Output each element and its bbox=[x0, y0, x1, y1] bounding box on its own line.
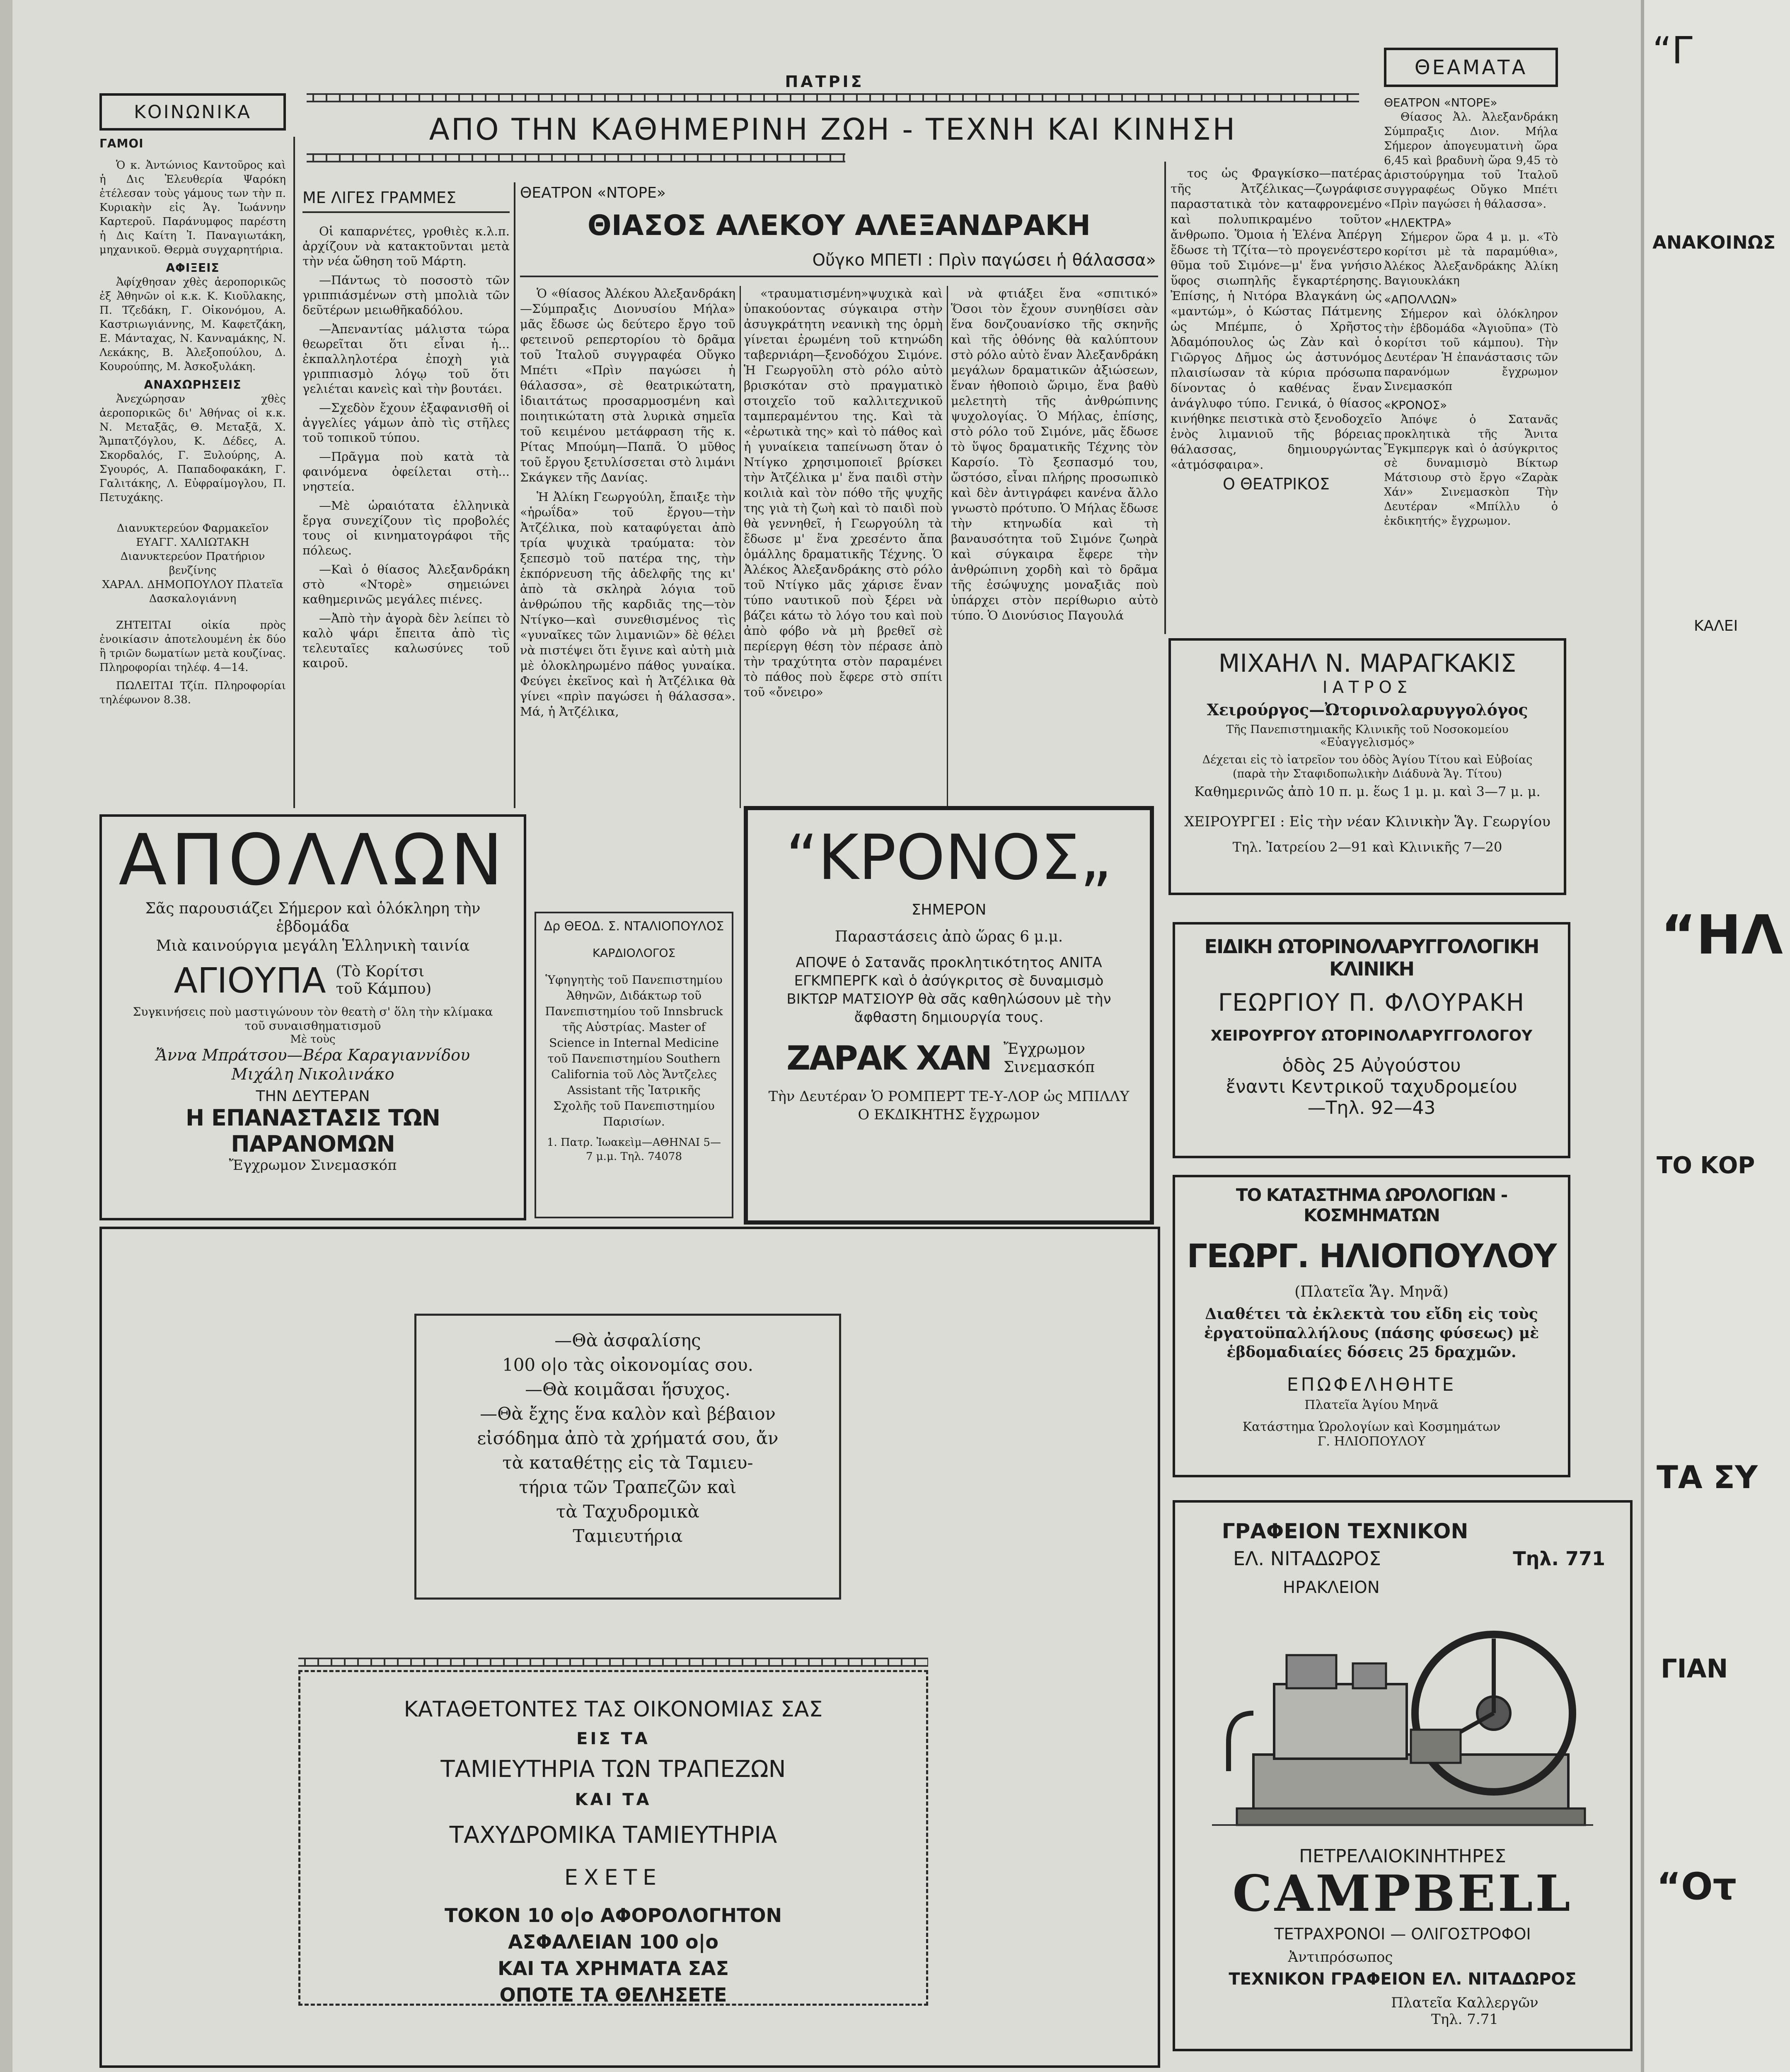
column-rule bbox=[293, 137, 295, 808]
theatre-paragraph: Ὁ «θίασος Ἀλέκου Ἀλεξανδράκη—Σύμπραξις Διονυσίου Μήλα» μᾶς ἔδωσε ὡς δεύτερο ἔργο τοῦ φετεινοῦ ρεπερτορίου τὸ δρᾶμα τοῦ Ἰταλοῦ συγγραφέα Οὔγκο Μπέτι «Πρὶν παγώσει ἡ θάλασσα», σὲ θεατρικώτατη, ἰδιαιτάτως προσαρμοσμένη καὶ ποιητικώτατη στὰ λυρικὰ σημεῖα τοῦ κειμένου μετάφραση τῆς κ. Ρίτας Μπούμη—Παπᾶ. Ὁ μῦθος τοῦ ἔργου ξετυλίσσεται στὸ λιμάνι Σκάγκεν τῆς Δανίας. bbox=[520, 286, 735, 484]
campbell-types: ΤΕΤΡΑΧΡΟΝΟΙ — ΟΛΙΓΟΣΤΡΟΦΟΙ bbox=[1274, 1925, 1531, 1943]
campbell-office: ΓΡΑΦΕΙΟΝ ΤΕΧΝΙΚΟΝ bbox=[1222, 1519, 1468, 1543]
for-sale-ad: ΠΩΛΕΙΤΑΙ Τζίπ. Πληροφορίαι τηλέφωνον 8.38. bbox=[99, 680, 286, 706]
apollon-heading: «ΑΠΟΛΛΩΝ» bbox=[1384, 293, 1458, 306]
masthead-ornament-top bbox=[307, 93, 1359, 102]
savings-line: τὰ Ταχυδρομικὰ bbox=[556, 1501, 699, 1522]
section-title: ΑΠΟ ΤΗΝ ΚΑΘΗΜΕΡΙΝΗ ΖΩΗ - ΤΕΧΝΗ ΚΑΙ ΚΙΝΗΣΗ bbox=[429, 112, 1237, 147]
watch-shop-name: ΓΕΩΡΓ. ΗΛΙΟΠΟΥΛΟΥ bbox=[1187, 1238, 1556, 1275]
briefly-item: —Ἀπεναντίας μάλιστα τώρα θεωρεῖται ὅτι εἶναι ἡ... ἐκπαλληλοτέρα ἐποχὴ γιὰ γριππιασμὸ λόγῳ τοῦ ὅτι γελιέται κανεὶς καὶ τὴν βουτάει. bbox=[302, 322, 510, 396]
apollon-line-3: Συγκινήσεις ποὺ μαστιγώνουν τὸν θεατὴ σ' ὅλη τὴν κλίμακα τοῦ συναισθηματισμοῦ bbox=[133, 1005, 493, 1033]
briefly-item: —Σχεδὸν ἔχουν ἐξαφανισθῆ οἱ ἀγγελίες γάμων ἀπὸ τὶς στῆλες τοῦ τοπικοῦ τύπου. bbox=[302, 401, 510, 445]
pharmacy-line-2: Διανυκτερεύον Πρατήριον βενζίνης bbox=[120, 550, 265, 577]
apollon-next-film: Η ΕΠΑΝΑΣΤΑΣΙΣ ΤΩΝ ΠΑΡΑΝΟΜΩΝ bbox=[186, 1105, 440, 1157]
campbell-phone: Τηλ. 771 bbox=[1513, 1547, 1605, 1570]
maragkakis-name: ΜΙΧΑΗΛ Ν. ΜΑΡΑΓΚΑΚΙΣ bbox=[1218, 649, 1517, 678]
campbell-rep: Ἀντιπρόσωπος bbox=[1288, 1949, 1393, 1965]
savings-line: τὰ καταθέτῃς εἰς τὰ Ταμιευ- bbox=[502, 1452, 753, 1473]
briefly-item: —Καὶ ὁ θίασος Ἀλεξανδράκη στὸ «Ντορὲ» σημειώνει καθημερινῶς μεγάλες πιένες. bbox=[302, 562, 510, 606]
savings-line: τήρια τῶν Τραπεζῶν καὶ bbox=[519, 1477, 737, 1497]
theatre-kicker: ΘΕΑΤΡΟΝ «ΝΤΟΡΕ» bbox=[520, 184, 666, 201]
campbell-square: Πλατεῖα Καλλεργῶν bbox=[1391, 1995, 1538, 2011]
savings-ornament-top bbox=[298, 1658, 928, 1667]
apollon-cast: Ἄννα Μπράτσου—Βέρα Καραγιαννίδου Μιχάλη Νικολινάκο bbox=[155, 1046, 470, 1083]
departures-text: Ἀνεχώρησαν χθὲς ἀεροπορικῶς δι' Ἀθήνας οἱ κ.κ. Ν. Μεταξᾶς, Θ. Μεταξᾶ, Χ. Ἄμπατζόγλου, Κ. Δέδες, Α. Σκορδαλός, Γ. Ξυλούρης, Α. Σγουρός, Α. Παπαδοφακάκη, Γ. Γαλιτάκης, Λ. Εὐφραίμογλου, Π. Πετυχάκης. bbox=[99, 393, 286, 504]
doctor-address: 1. Πατρ. Ἰωακεὶμ—ΑΘΗΝΑΙ 5—7 μ.μ. Τηλ. 74078 bbox=[547, 1136, 721, 1163]
dore-text: Θίασος Ἀλ. Ἀλεξανδράκη Σύμπραξις Διον. Μήλα Σήμερον ἀπογευματινὴ ὥρα 6,45 καὶ βραδυνὴ ὥρα 9,45 τὸ ἀριστούργημα τοῦ Ἰταλοῦ συγγραφέως Οὔγκο Μπέτι «Πρὶν παγώσει ἡ θάλασσα». bbox=[1384, 111, 1558, 211]
maragkakis-hours: Καθημερινῶς ἀπὸ 10 π. μ. ἕως 1 μ. μ. καὶ 3—7 μ. μ. bbox=[1194, 784, 1541, 799]
column-rule bbox=[740, 286, 741, 808]
savings-big-line-9: ΚΑΙ ΤΑ ΧΡΗΜΑΤΑ ΣΑΣ bbox=[498, 1957, 729, 1980]
campbell-brand: CAMPBELL bbox=[1232, 1864, 1573, 1923]
savings-big-line-3: ΤΑΜΙΕΥΤΗΡΙΑ ΤΩΝ ΤΡΑΠΕΖΩΝ bbox=[440, 1756, 786, 1783]
savings-big-line-6: ΕΧΕΤΕ bbox=[564, 1865, 662, 1890]
savings-big-line-1: ΚΑΤΑΘΕΤΟΝΤΕΣ ΤΑΣ ΟΙΚΟΝΟΜΙΑΣ ΣΑΣ bbox=[404, 1697, 823, 1722]
column-rule bbox=[1164, 162, 1166, 634]
social-title-box bbox=[99, 93, 286, 131]
fragment-text: ΤΑ ΣΥ bbox=[1657, 1459, 1758, 1496]
savings-line: Ταμιευτήρια bbox=[573, 1526, 683, 1546]
ilektra-heading: «ΗΛΕΚΤΡΑ» bbox=[1384, 216, 1452, 230]
apollon-ad bbox=[99, 814, 526, 1220]
floraki-title: ΕΙΔΙΚΗ ΩΤΟΡΙΝΟΛΑΡΥΓΓΟΛΟΓΙΚΗ ΚΛΙΝΙΚΗ bbox=[1204, 935, 1539, 980]
arrivals-text: Ἀφίχθησαν χθὲς ἀεροπορικῶς ἐξ Ἀθηνῶν οἱ κ.κ. Κ. Κιοῦλακης, Π. Τζεδάκη, Γ. Οἰκονόμου, Α. Καστριωγιάννης, Μ. Καφετζάκη, Ε. Μάνταχας, Ν. Κανναμάκης, Ν. Λεκάκης, Β. Ἀλεξοπούλου, Δ. Κουρούπης, Μ. Ἀσκοξυλάκη. bbox=[99, 276, 286, 373]
maragkakis-title: ΙΑΤΡΟΣ bbox=[1322, 678, 1413, 697]
column-rule bbox=[947, 286, 948, 808]
fragment-text: ΑΝΑΚΟΙΝΩΣ bbox=[1652, 232, 1776, 253]
savings-big-line-8: ΑΣΦΑΛΕΙΑΝ 100 ο|ο bbox=[508, 1931, 719, 1953]
floraki-name: ΓΕΩΡΓΙΟΥ Π. ΦΛΟΥΡΑΚΗ bbox=[1218, 988, 1525, 1017]
kronos-shows: Παραστάσεις ἀπὸ ὥρας 6 μ.μ. bbox=[835, 928, 1063, 945]
floraki-address-2: ἔναντι Κεντρικοῦ ταχυδρομείου bbox=[1226, 1076, 1517, 1097]
watch-shop-title: ΤΟ ΚΑΤΑΣΤΗΜΑ ΩΡΟΛΟΓΙΩΝ - ΚΟΣΜΗΜΑΤΩΝ bbox=[1236, 1185, 1507, 1225]
fragment-text: ΤΟ ΚΟΡ bbox=[1657, 1152, 1755, 1179]
savings-small-ad bbox=[414, 1314, 841, 1600]
apollon-text: Σήμερον καὶ ὁλόκληρον τὴν ἑβδομάδα «Ἀγιοῦπα» (Τὸ κορίτσι τοῦ κάμπου). Τὴν Δευτέραν Ἡ ἐπανάστασις τῶν παρανόμων ἔγχρωμον Σινεμασκόπ bbox=[1384, 307, 1558, 393]
kronos-ad bbox=[744, 806, 1154, 1225]
savings-line: εἰσόδημα ἀπὸ τὰ χρήματά σου, ἄν bbox=[477, 1428, 779, 1448]
savings-small-text bbox=[416, 1328, 839, 1548]
theatre-col-1 bbox=[520, 286, 735, 724]
doctor-ntaliopoulos-ad bbox=[535, 912, 733, 1218]
theatre-paragraph: τος ὡς Φραγκίσκο—πατέρας τῆς Ἀτζέλικας—ζωγράφισε παραστατικὰ τὸν καταφρονεμένο καὶ πολυπικραμένο τοῦτον ἄνθρωπο. Ὅμοια ἡ Ἑλένα Ἀπέργη ἔδωσε τὴ Τζίτα—τὸ προγενέστερο θῦμα τοῦ Σιμόνε—μ' ἕνα γνήσιο ὕφος σιωπηλῆς ἔγκαρτέρησης. Ἐπίσης, ἡ Νιτόρα Βλαγκάνη ὡς «μαντώμ», ὁ Κώστας Πάτμενης ὡς Μπέμπε, ὁ Χρῆστος Ἀδαμόπουλος ὡς Ζὰν καὶ ὁ Γιῶργος Δῆμος ὡς ἀστυνόμος πλαισίωσαν τὰ κύρια πρόσωπα δίνοντας ὁ καθένας ἕναν ἁνάγλυφο τύπο. Γενικά, ὁ θίασος κινήθηκε πειστικὰ στὸ ξενοδοχεῖο ἑνὸς λιμανιοῦ τῆς βόρειας θάλασσας, δημιουργώντας «ἀτμόσφαιρα». bbox=[1171, 166, 1382, 472]
apollon-monday: ΤΗΝ ΔΕΥΤΕΡΑΝ bbox=[256, 1088, 370, 1105]
column-rule bbox=[514, 182, 515, 808]
apollon-format: Ἔγχρωμον Σινεμασκόπ bbox=[229, 1157, 397, 1174]
savings-big-line-5: ΤΑΧΥΔΡΟΜΙΚΑ ΤΑΜΙΕΥΤΗΡΙΑ bbox=[449, 1822, 777, 1849]
watch-shop-footer-1: Πλατεῖα Ἁγίου Μηνᾶ bbox=[1304, 1398, 1439, 1412]
briefly-item: Οἱ καπαρνέτες, γροθιὲς κ.λ.π. ἀρχίζουν νὰ κατακτοῦνται μετὰ τὴν νέα ὤθηση τοῦ Μάρτη. bbox=[302, 224, 510, 268]
theatre-col-4 bbox=[1171, 166, 1382, 492]
adjacent-page-fragment bbox=[1641, 0, 1790, 2072]
maragkakis-phones: Τηλ. Ἰατρείου 2—91 καὶ Κλινικῆς 7—20 bbox=[1232, 839, 1502, 855]
social-column bbox=[99, 137, 286, 711]
theatre-col-2 bbox=[744, 286, 943, 704]
arrivals-heading: ΑΦΙΞΕΙΣ bbox=[166, 261, 220, 275]
social-title: ΚΟΙΝΩΝΙΚΑ bbox=[134, 102, 252, 123]
kronos-next: Τὴν Δευτέραν Ὁ ΡΟΜΠΕΡΤ ΤΕ-Υ-ΛΟΡ ὡς ΜΠΙΛΛΥ Ο ΕΚΔΙΚΗΤΗΣ ἔγχρωμον bbox=[768, 1088, 1130, 1123]
doctor-credentials: Ὑφηγητὴς τοῦ Πανεπιστημίου Ἀθηνῶν, Διδάκτωρ τοῦ Πανεπιστημίου τοῦ Innsbruck τῆς Αὐστρίας. Master of Science in Internal Medicine τοῦ Πανεπιστημίου Southern California τοῦ Λὸς Ἄντζελες Assistant τῆς Ἰατρικῆς Σχολῆς τοῦ Πανεπιστημίου Παρισίων. bbox=[545, 973, 723, 1128]
watch-shop-footer-2: Κατάστημα Ὡρολογίων καὶ Κοσμημάτων bbox=[1242, 1420, 1501, 1434]
briefly-title: ΜΕ ΛΙΓΕΣ ΓΡΑΜΜΕΣ bbox=[302, 189, 457, 207]
floraki-clinic-ad bbox=[1173, 922, 1570, 1158]
doctor-specialty: ΚΑΡΔΙΟΛΟΓΟΣ bbox=[592, 946, 676, 960]
maragkakis-line-1: Τῆς Πανεπιστημιακῆς Κλινικῆς τοῦ Νοσοκομείου «Εὐαγγελισμός» bbox=[1226, 723, 1509, 749]
theatre-col-3 bbox=[951, 286, 1158, 627]
kronos-film: ΖΑΡΑΚ ΧΑΝ bbox=[786, 1039, 991, 1077]
floraki-phone: —Τηλ. 92—43 bbox=[1307, 1097, 1436, 1118]
savings-big-line-10: ΟΠΟΤΕ ΤΑ ΘΕΛΗΣΕΤΕ bbox=[499, 1984, 727, 2006]
theatres-title: ΘΕΑΜΑΤΑ bbox=[1414, 56, 1528, 79]
theatre-rule bbox=[520, 276, 1158, 277]
campbell-rep-name: ΤΕΧΝΙΚΟΝ ΓΡΑΦΕΙΟΝ ΕΛ. ΝΙΤΑΔΩΡΟΣ bbox=[1229, 1970, 1577, 1989]
wanted-ad: ΖΗΤΕΙΤΑΙ οἰκία πρὸς ἐνοικίασιν ἀποτελουμένη ἐκ δύο ἢ τριῶν δωματίων μετὰ κουζίνας. Πληροφορίαι τηλέφ. 4—14. bbox=[99, 619, 286, 674]
campbell-phone-2: Τηλ. 7.71 bbox=[1431, 2011, 1498, 2028]
marriages-text: Ὁ κ. Ἀντώνιος Καντοῦρος καὶ ἡ Δις Ἐλευθερία Ψαρόκη ἐτέλεσαν τοὺς γάμους των τὴν π. Κυριακὴν εἰς Ἁγ. Ἰωάννην Καρτεροῦ. Παράνυμφος παρέστη ἡ Δις Καίτη Ἰ. Παναγιωτάκη, μηχανικοῦ. Θερμὰ συγχαρητήρια. bbox=[99, 159, 286, 256]
apollon-line-4: Μὲ τοὺς bbox=[290, 1033, 336, 1046]
briefly-item: —Ἀπὸ τὴν ἀγορὰ δὲν λείπει τὸ καλὸ ψάρι ἔπειτα ἀπὸ τὶς τελευταῖες καλωσύνες τοῦ καιροῦ. bbox=[302, 611, 510, 670]
kronos-film-format: Ἔγχρωμον Σινεμασκόπ bbox=[1003, 1040, 1095, 1076]
maragkakis-specialty: Χειρούργος—Ὠτορινολαρυγγολόγος bbox=[1207, 700, 1528, 719]
watch-shop-slogan: ΕΠΩΦΕΛΗΘΗΤΕ bbox=[1287, 1374, 1456, 1395]
savings-line: —Θὰ ἀσφαλίσης bbox=[554, 1330, 701, 1351]
doctor-name: Δρ ΘΕΟΔ. Σ. ΝΤΑΛΙΟΠΟΥΛΟΣ bbox=[544, 919, 724, 934]
apollon-title: ΑΠΟΛΛΩΝ bbox=[119, 819, 507, 901]
campbell-owner: ΕΛ. ΝΙΤΑΔΩΡΟΣ bbox=[1233, 1547, 1381, 1570]
savings-line: 100 ο|ο τὰς οἰκονομίας σου. bbox=[502, 1355, 753, 1375]
savings-big-ad bbox=[298, 1670, 928, 2006]
fragment-text: ΓΙΑΝ bbox=[1661, 1653, 1728, 1684]
pharmacy-line-3: ΧΑΡΑΛ. ΔΗΜΟΠΟΥΛΟΥ Πλατεῖα Δασκαλογιάννη bbox=[102, 579, 283, 605]
savings-big-line-4: ΚΑΙ ΤΑ bbox=[575, 1790, 652, 1809]
paper-name: ΠΑΤΡΙΣ bbox=[785, 73, 864, 91]
savings-big-line-2: ΕΙΣ ΤΑ bbox=[576, 1729, 650, 1748]
briefly-item: —Πρᾶγμα ποὺ κατὰ τὰ φαινόμενα ὀφείλεται στὴ... νηστεία. bbox=[302, 450, 510, 494]
briefly-item: —Πάντως τὸ ποσοστὸ τῶν γριππιάσμένων στὴ μπολιὰ τῶν δεῦτέρων μειωθῆκαδόλου. bbox=[302, 273, 510, 317]
maragkakis-surgery: ΧΕΙΡΟΥΡΓΕΙ : Εἰς τὴν νέαν Κλινικὴν Ἅγ. Γεωργίου bbox=[1184, 813, 1551, 830]
marriages-heading: ΓΑΜΟΙ bbox=[99, 137, 144, 150]
ilektra-text: Σήμερον ὥρα 4 μ. μ. «Τὸ κορίτσι μὲ τὰ παραμύθια», Ἀλέκος Ἀλεξανδράκης Ἀλίκη Βαγιουκλάκη bbox=[1384, 231, 1558, 287]
theatres-title-box bbox=[1384, 48, 1558, 87]
theatres-listing bbox=[1384, 95, 1558, 533]
floraki-role: ΧΕΙΡΟΥΡΓΟΥ ΩΤΟΡΙΝΟΛΑΡΥΓΓΟΛΟΓΟΥ bbox=[1210, 1027, 1533, 1044]
campbell-city: ΗΡΑΚΛΕΙΟΝ bbox=[1283, 1578, 1380, 1597]
watch-shop-text: Διαθέτει τὰ ἐκλεκτὰ του εἴδη εἰς τοὺς ἐργατοϋπαλλήλους (πάσης φύσεως) μὲ ἑβδομαδιαίες δόσεις 25 δραχμῶν. bbox=[1204, 1305, 1539, 1361]
masthead-ornament-bottom bbox=[307, 153, 845, 162]
campbell-ad bbox=[1173, 1500, 1633, 2051]
savings-big-line-7: ΤΟΚΟΝ 10 ο|ο ΑΦΟΡΟΛΟΓΗΤΟΝ bbox=[445, 1904, 782, 1927]
floraki-address: ὁδὸς 25 Αὐγούστου bbox=[1282, 1055, 1461, 1076]
savings-line: —Θὰ κοιμᾶσαι ἥσυχος. bbox=[525, 1379, 731, 1399]
engine-illustration bbox=[1204, 1605, 1601, 1837]
briefly-column bbox=[302, 224, 510, 675]
fragment-text: “Οτ bbox=[1657, 1865, 1737, 1908]
doctor-maragkakis-ad bbox=[1168, 638, 1566, 895]
theatre-signature: Ο ΘΕΑΤΡΙΚΟΣ bbox=[1222, 475, 1330, 493]
watch-shop-footer-3: Γ. ΗΛΙΟΠΟΥΛΟΥ bbox=[1317, 1434, 1426, 1449]
apollon-film-sub: (Τὸ Κορίτσι τοῦ Κάμπου) bbox=[336, 963, 432, 997]
fragment-text: ΚΑΛΕΙ bbox=[1694, 617, 1738, 634]
fragment-text: “ΗΛ bbox=[1661, 903, 1783, 966]
theatre-paragraph: νὰ φτιάξει ἕνα «σπιτικό» Ὅσοι τὸν ἔχουν συνηθίσει σὰν ἕνα δονζουανίσκο τῆς σκηνῆς καὶ τῆς ὀθόνης θὰ καλύπτουν στὸ ρόλο αὐτὸ ἕναν Ἀλεξανδράκη μεγάλων δραματικῶν ἀξιώσεων, ἕναν ἠθοποιὸ ὥριμο, ἕνα βαθὺ μελετητὴ τῆς ἀνθρώπινης ψυχολογίας. Ὁ Μήλας, ἐπίσης, στὸ ρόλο τοῦ Σιμόνε, μᾶς ἔδωσε τὸ ὕψος δραματικῆς Τέχνης τὸν Καρσίο. Τὸ ξεσπασμό του, ὥστόσο, εἶναι πλήρης προσωπικὸ καὶ δὲν ἀντιγράφει κανένα ἄλλο γνωστὸ πρότυπο. Ὁ Μήλας ἔδωσε τὴν κτηνωδία καὶ τὴ βαναυσότητα τοῦ Σιμόνε ζωηρὰ καὶ σύγκαιρα ἔφερε τὴν ἀνθρώπινη χορδὴ καὶ τὸ δρᾶμα τῆς ἐσώψυχης μοναξιᾶς ποὺ ὑπάρχει στὸν περίθωριο αὐτὸ τύπο. Ὁ Διονύσιος Παγουλά bbox=[951, 286, 1158, 622]
apollon-line-1: Σᾶς παρουσιάζει Σήμερον καὶ ὁλόκληρη τὴν ἑβδομάδα bbox=[145, 900, 481, 935]
campbell-engines: ΠΕΤΡΕΛΑΙΟΚΙΝΗΤΗΡΕΣ bbox=[1299, 1846, 1506, 1867]
briefly-item: —Μὲ ὡραιότατα ἑλληνικὰ ἔργα συνεχίζουν τὶς προβολές τους οἱ κινηματογράφοι τῆς πόλεως. bbox=[302, 499, 510, 557]
kronos-text: Ἀπόψε ὁ Σατανᾶς προκλητικὰ τῆς Ἄνιτα Ἔγκμπεργκ καὶ ὁ ἀσύγκριτος σὲ δυναμισμὸ Βίκτωρ Μάτσιουρ στὸ ἔργο «Ζαρὰκ Χάν» Σινεμασκὸπ Τὴν Δευτέραν «Μπίλλυ ὁ ἐκδικητής» ἔγχρωμον. bbox=[1384, 413, 1558, 528]
dore-heading: ΘΕΑΤΡΟΝ «ΝΤΟΡΕ» bbox=[1384, 96, 1497, 109]
watch-shop-place: (Πλατεῖα Ἅγ. Μηνᾶ) bbox=[1294, 1283, 1449, 1300]
departures-heading: ΑΝΑΧΩΡΗΣΕΙΣ bbox=[144, 378, 242, 392]
fragment-text: “Γ bbox=[1652, 29, 1693, 73]
kronos-heading: «ΚΡΟΝΟΣ» bbox=[1384, 398, 1447, 412]
watch-shop-ad bbox=[1173, 1175, 1570, 1477]
theatre-subhead: Οὔγκο ΜΠΕΤΙ : Πρὶν παγώσει ἡ θάλασσα» bbox=[812, 251, 1156, 270]
savings-line: —Θὰ ἔχης ἕνα καλὸν καὶ βέβαιον bbox=[480, 1404, 776, 1424]
briefly-rule bbox=[302, 211, 510, 213]
theatre-paragraph: «τραυματισμένη»ψυχικὰ καὶ ὑπακούοντας σύγκαιρα στὴν ἀσυγκράτητη νεανικὴ της ὁρμὴ γίνεται ἐρωμένη τοῦ κτηνώδη ταβερνιάρη—ξενοδόχου Σιμόνε. Ἡ Γεωργοῦλη στὸ ρόλο αὐτὸ βρισκόταν στὸ πραγματικὸ στοιχεῖο τοῦ καλλιτεχνικοῦ ταμπεραμέντου της. Καὶ τὰ «ἐρωτικὰ της» καὶ τὸ πάθος καὶ ἡ γυναίκεια ταπείνωση ὅταν ὁ Ντίγκο χρησιμοποιεῖ βρίσκει τὴν Ἀτζέλικα μ' ἕνα παιδὶ στὴν κοιλιὰ καὶ τὸν πόθο τῆς ψυχῆς της γιὰ τὴ ζωὴ καὶ τὸ παιδὶ ποὺ θὰ γεννηθεῖ, ἡ Γεωργούλη τὰ ἔδωσε μ' ἕνα χρεσέντο ἄπα ὁμάλλης δραματικῆς Τέχνης. Ὁ Ἀλέκος Ἀλεξανδράκης στὸ ρόλο τοῦ Ντίγκο μᾶς χάρισε ἕναν τύπο ναυτικοῦ ποὺ ξέρει νὰ βάζει κάτω τὸ λόγο του καὶ ποὺ ἀπὸ φόβο νὰ μὴ βρεθεῖ σὲ περίεργη θέση τὸν πέρασε ἀπὸ τὴν τραχύτητα στὸν παραμένει τὸ πάθος ποὺ ἔφερε στὸ σπίτι τοῦ «ὄνειρο» bbox=[744, 286, 943, 699]
theatre-paragraph: Ἡ Ἀλίκη Γεωργούλη, ἔπαιξε τὴν «ἡρωΐδα» τοῦ ἔργου—τὴν Ἀτζέλικα, ποὺ καταφύγεται ἀπὸ τρία ψυχικὰ τραύματα: τὸν ξεπεσμὸ τοῦ πατέρα της, τὴν ἐκπόρνευση τῆς ἀδελφῆς της κι' ἀπὸ τὰ σκληρὰ λόγια τοῦ ἀνθρώπου τῆς καρδιᾶς της—τὸν Ντίγκο—καὶ συνεθισμένος τὶς «γυναῖκες τῶν λιμανιῶν» δὲ θέλει νὰ πιστέψει ὅτι ἔγινε καὶ αὐτὴ μιὰ μὲ ὁλοκληρωμένο πάθος γυναίκα. Φεύγει ἐκεῖνος καὶ ἡ Ἀτζέλικα θὰ γίνει «πρὶν παγώσει ἡ θάλασσα». Μά, ἡ Ἀτζέλικα, bbox=[520, 490, 735, 719]
maragkakis-line-2: Δέχεται εἰς τὸ ἰατρεῖον του ὁδὸς Ἁγίου Τίτου καὶ Εὐβοίας (παρὰ τὴν Σταφιδοπωλικὴν Διάδυνὰ Ἅγ. Τίτου) bbox=[1202, 753, 1533, 780]
page-left-edge bbox=[0, 0, 12, 2072]
apollon-film: ΑΓΙΟΥΠΑ bbox=[174, 960, 326, 1001]
kronos-title: “ΚΡΟΝΟΣ„ bbox=[786, 822, 1112, 894]
pharmacy-line-1: Διανυκτερεύον Φαρμακεῖον ΕΥΑΓΓ. ΧΑΛΙΩΤΑΚΗ bbox=[116, 522, 269, 549]
apollon-line-2: Μιὰ καινούργια μεγάλη Ἑλληνικὴ ταινία bbox=[156, 937, 470, 954]
theatre-headline: ΘΙΑΣΟΣ ΑΛΕΚΟΥ ΑΛΕΞΑΝΔΡΑΚΗ bbox=[587, 209, 1091, 242]
kronos-today: ΣΗΜΕΡΟΝ bbox=[911, 901, 987, 918]
kronos-text: ΑΠΟΨΕ ὁ Σατανᾶς προκλητικότητος ΑΝΙΤΑ ΕΓΚΜΠΕΡΓΚ καὶ ὁ ἀσύγκριτος σὲ δυναμισμὸ ΒΙΚΤΩΡ ΜΑΤΣΙΟΥΡ θὰ σᾶς καθηλώσουν μὲ τὴν ἄφθαστη δημιουργία τους. bbox=[786, 954, 1111, 1026]
